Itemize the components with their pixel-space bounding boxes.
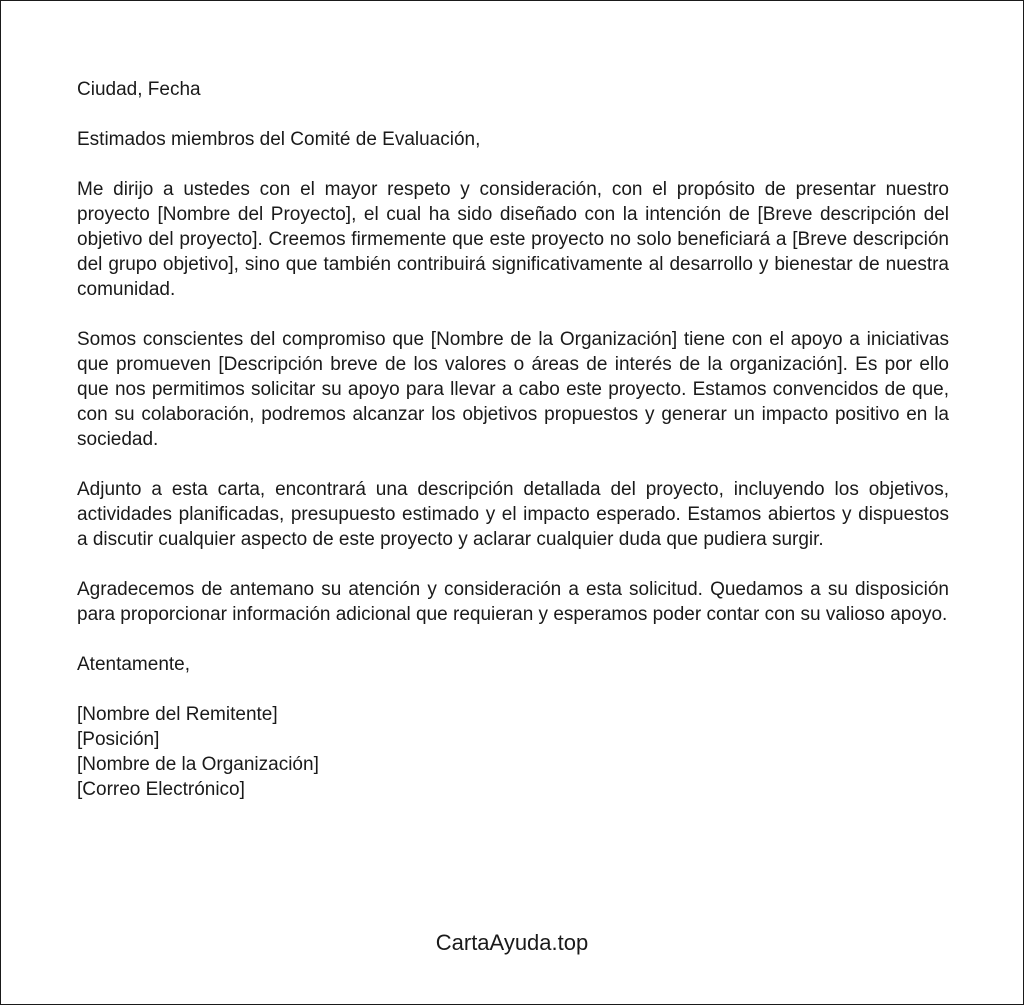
signature-block (77, 702, 949, 802)
footer-site: CartaAyuda.top (435, 930, 589, 955)
closing: Atentamente, (77, 654, 191, 675)
paragraph-commitment: Somos conscientes del compromiso que [Nombre de la Organización] tiene con el apoyo a iniciativas que promueven [Descripción breve de los valores o áreas de interés de la organización]. Es por ello que nos permitimos solicitar su apoyo para llevar a cabo este proyecto. Estamos convencidos de que, con su colaboración, podremos alcanzar los objetivos propuestos y generar un impacto positivo en la sociedad. (77, 329, 949, 450)
place-date: Ciudad, Fecha (77, 79, 201, 100)
sender-position: [Posición] (77, 729, 160, 750)
paragraph-thanks: Agradecemos de antemano su atención y consideración a esta solicitud. Quedamos a su disposición para proporcionar información adicional que requieran y esperamos poder contar con su valioso apoyo. (77, 579, 949, 625)
sender-name: [Nombre del Remitente] (77, 704, 278, 725)
sender-email: [Correo Electrónico] (77, 779, 245, 800)
letter-body (77, 77, 949, 802)
greeting: Estimados miembros del Comité de Evaluación, (77, 129, 481, 150)
sender-organization: [Nombre de la Organización] (77, 754, 319, 775)
paragraph-intro: Me dirijo a ustedes con el mayor respeto y consideración, con el propósito de presentar nuestro proyecto [Nombre del Proyecto], el cual ha sido diseñado con la intención de [Breve descripción del objetivo del proyecto]. Creemos firmemente que este proyecto no solo beneficiará a [Breve descripción del grupo objetivo], sino que también contribuirá significativamente al desarrollo y bienestar de nuestra comunidad. (77, 179, 949, 300)
paragraph-attachment: Adjunto a esta carta, encontrará una descripción detallada del proyecto, incluyendo los objetivos, actividades planificadas, presupuesto estimado y el impacto esperado. Estamos abiertos y dispuestos a discutir cualquier aspecto de este proyecto y aclarar cualquier duda que pudiera surgir. (77, 479, 949, 550)
